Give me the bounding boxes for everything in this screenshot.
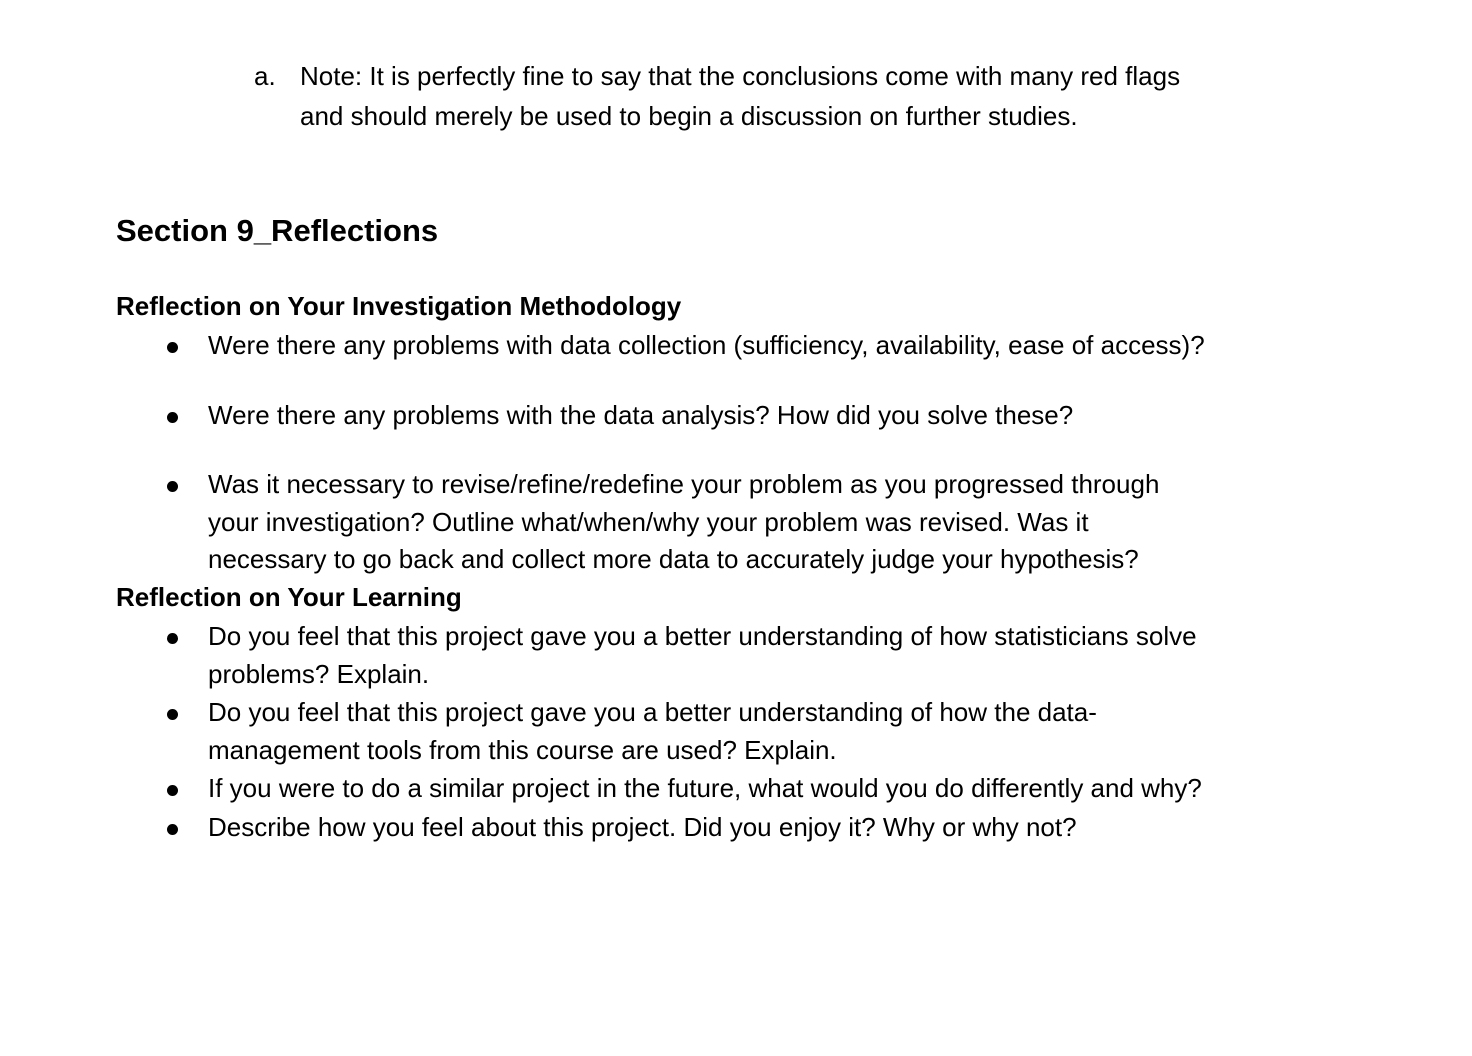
bullet-line: necessary to go back and collect more data to accurately judge your hypothesis? xyxy=(208,544,1139,574)
bullet-line: If you were to do a similar project in the future, what would you do differently and why? xyxy=(208,773,1202,803)
note-line-1: Note: It is perfectly fine to say that the conclusions come with many red flags xyxy=(300,61,1181,91)
list-marker: a. xyxy=(254,61,276,91)
section-title: Section 9_Reflections xyxy=(116,213,439,248)
bullet-icon xyxy=(167,412,178,423)
methodology-heading: Reflection on Your Investigation Methodology xyxy=(116,291,682,321)
bullet-icon xyxy=(167,481,178,492)
bullet-icon xyxy=(167,824,178,835)
bullet-text xyxy=(208,770,1333,808)
bullet-line: Describe how you feel about this project. Did you enjoy it? Why or why not? xyxy=(208,812,1077,842)
note-text xyxy=(300,56,1310,136)
note-line-2: and should merely be used to begin a discussion on further studies. xyxy=(300,101,1078,131)
bullet-icon xyxy=(167,785,178,796)
bullet-line: management tools from this course are used? Explain. xyxy=(208,734,837,765)
bullet-line: Was it necessary to revise/refine/redefine your problem as you progressed through xyxy=(208,469,1160,499)
bullet-line: Were there any problems with data collection (sufficiency, availability, ease of access)? xyxy=(208,330,1205,360)
bullet-text xyxy=(208,466,1333,579)
bullet-text xyxy=(208,694,1333,769)
bullet-text xyxy=(208,327,1333,365)
bullet-text xyxy=(208,809,1333,847)
bullet-line: problems? Explain. xyxy=(208,658,430,689)
bullet-line: your investigation? Outline what/when/why your problem was revised. Was it xyxy=(208,506,1089,537)
learning-heading: Reflection on Your Learning xyxy=(116,582,462,612)
bullet-line: Do you feel that this project gave you a better understanding of how statisticians solve xyxy=(208,621,1197,651)
bullet-icon xyxy=(167,633,178,644)
bullet-line: Do you feel that this project gave you a better understanding of how the data- xyxy=(208,697,1097,727)
bullet-text xyxy=(208,397,1333,435)
bullet-text xyxy=(208,618,1333,693)
bullet-line: Were there any problems with the data analysis? How did you solve these? xyxy=(208,400,1074,430)
bullet-icon xyxy=(167,342,178,353)
bullet-icon xyxy=(167,709,178,720)
